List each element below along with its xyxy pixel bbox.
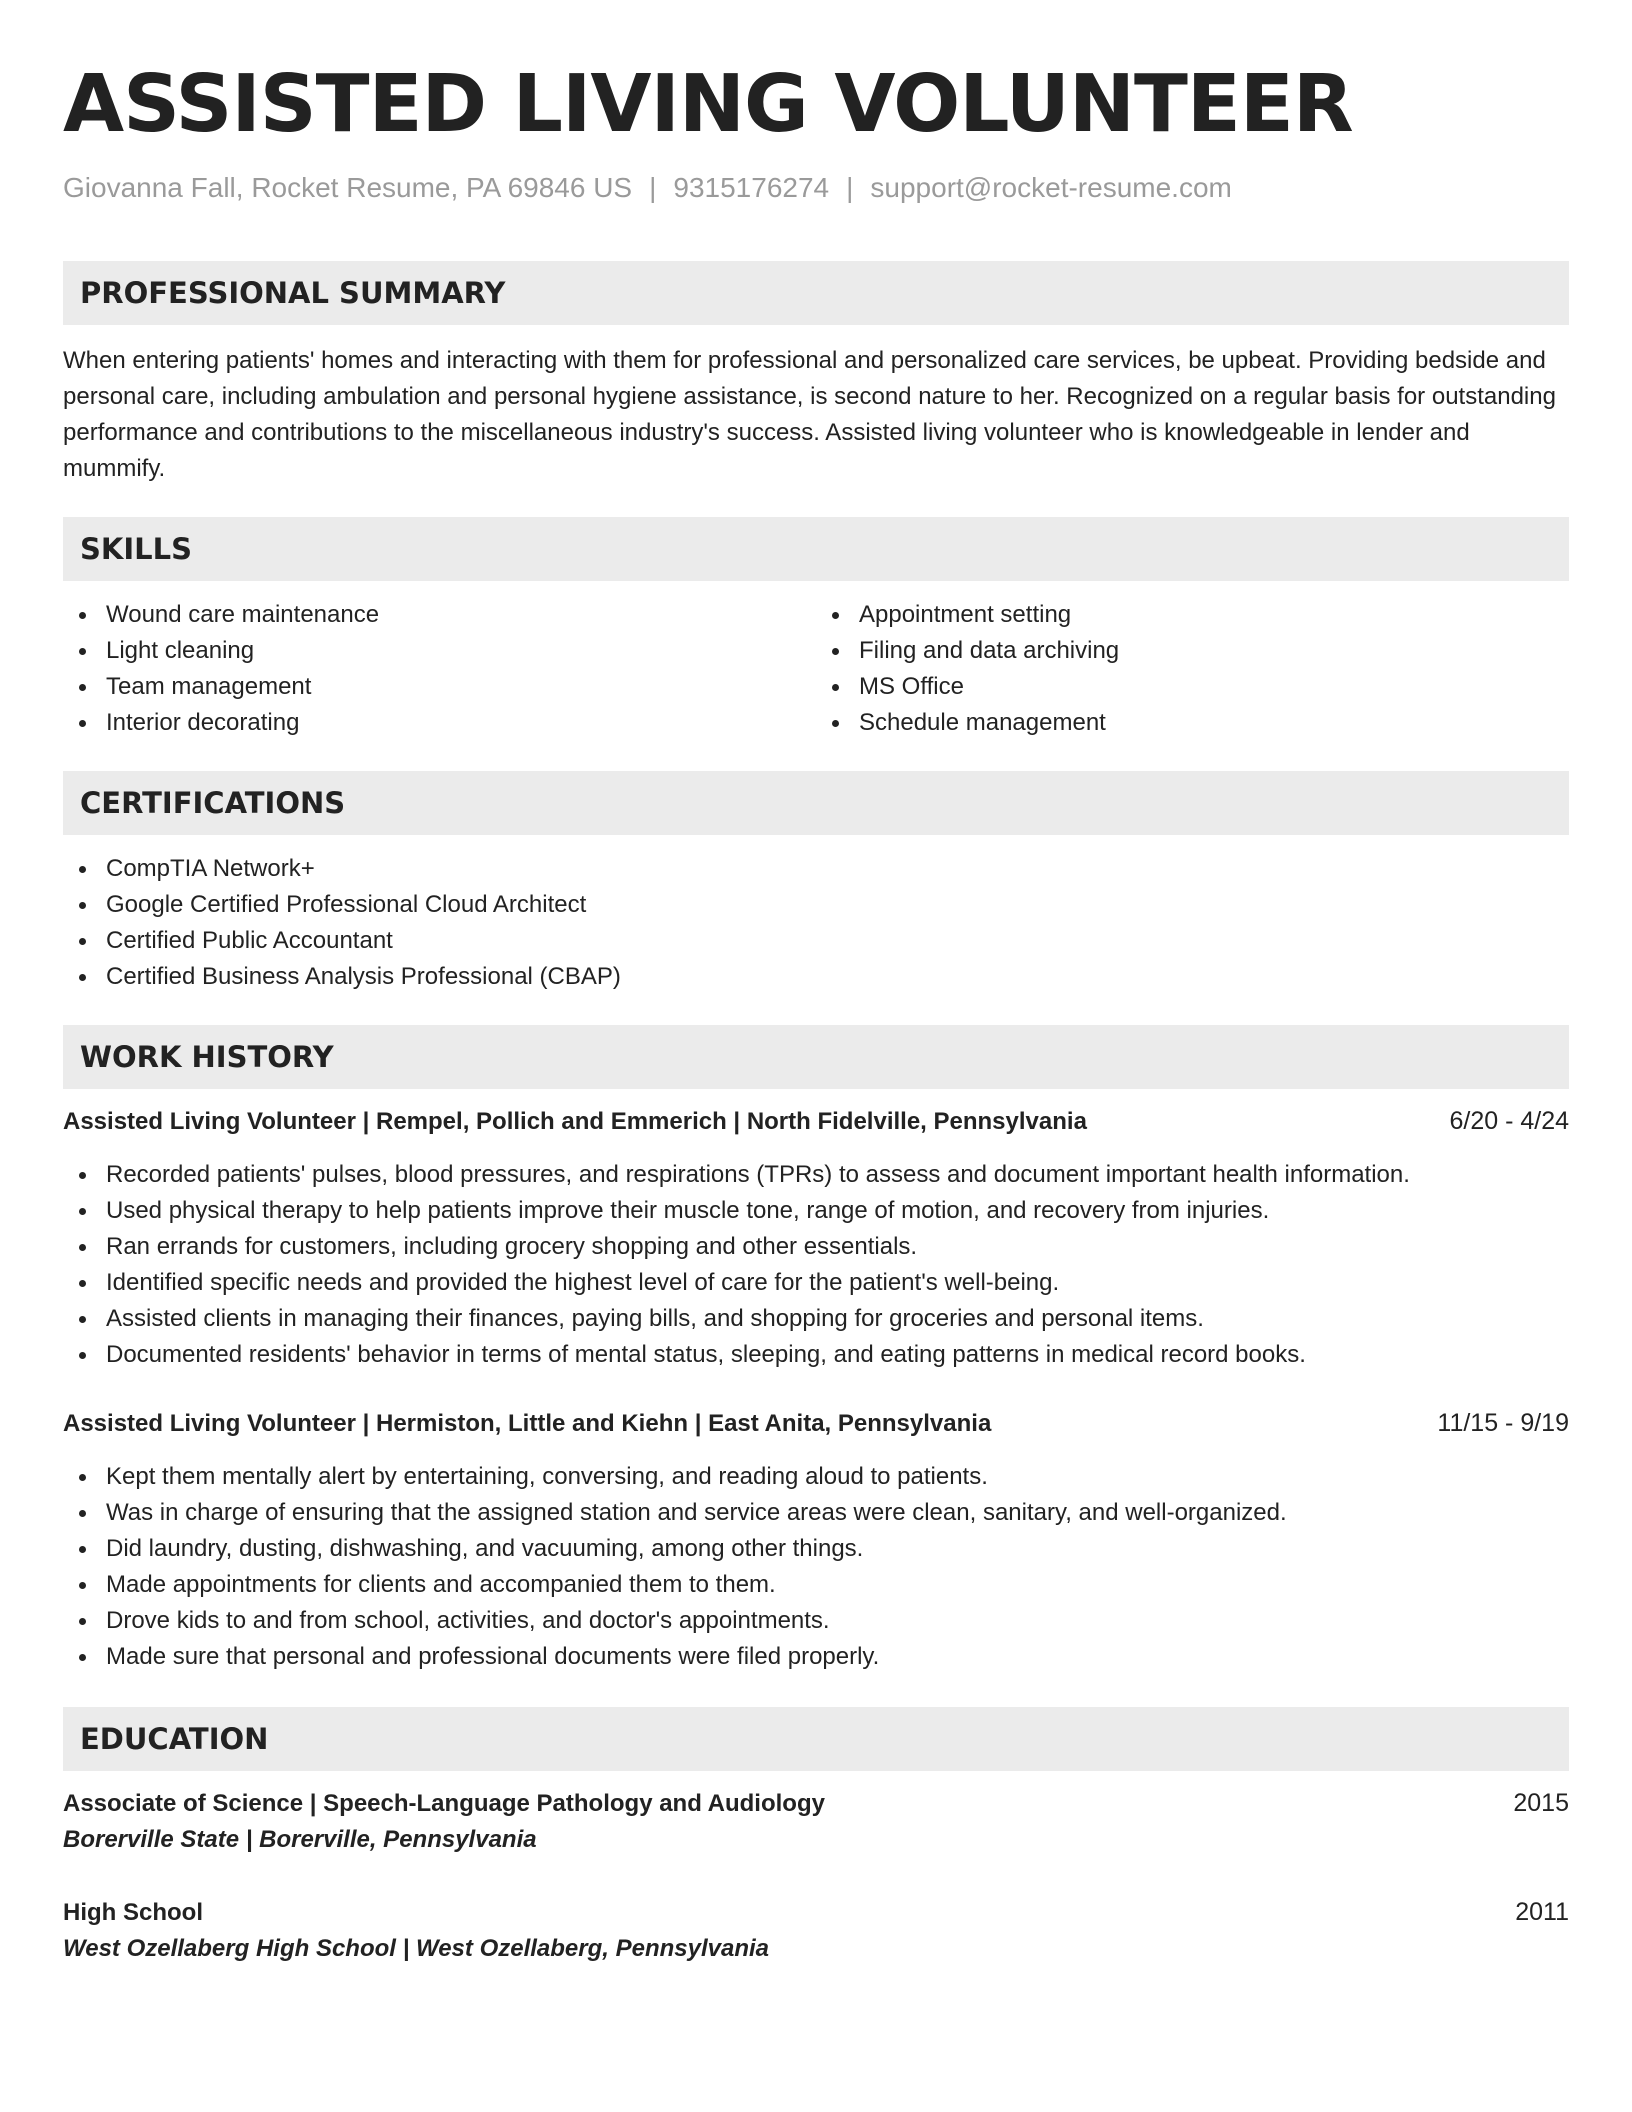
section-header-summary: PROFESSIONAL SUMMARY [63, 261, 1569, 325]
education-entry [63, 1785, 1569, 1858]
skills-column-left [63, 597, 816, 741]
contact-separator: | [649, 172, 657, 203]
job-duty: Ran errands for customers, including grocery shopping and other essentials. [63, 1229, 1569, 1265]
section-header-education: EDUCATION [63, 1707, 1569, 1771]
job-duty: Identified specific needs and provided the highest level of care for the patient's well-being. [63, 1265, 1569, 1301]
contact-separator: | [846, 172, 854, 203]
skill-item: MS Office [816, 669, 1569, 705]
job-dates: 6/20 - 4/24 [1449, 1107, 1569, 1135]
job-duty: Drove kids to and from school, activities, and doctor's appointments. [63, 1603, 1569, 1639]
education-degree: High School [63, 1899, 203, 1926]
contact-address: Giovanna Fall, Rocket Resume, PA 69846 US [63, 172, 633, 203]
job-duty: Did laundry, dusting, dishwashing, and vacuuming, among other things. [63, 1531, 1569, 1567]
job-dates: 11/15 - 9/19 [1437, 1409, 1569, 1437]
education-year: 2011 [1515, 1898, 1569, 1926]
skill-item: Filing and data archiving [816, 633, 1569, 669]
section-header-certifications: CERTIFICATIONS [63, 771, 1569, 835]
certifications-list [63, 851, 1569, 995]
education-entry [63, 1894, 1569, 1967]
job-duties-list [63, 1459, 1569, 1675]
contact-phone: 9315176274 [673, 172, 830, 203]
contact-line [63, 170, 1569, 206]
job-duty: Kept them mentally alert by entertaining, conversing, and reading aloud to patients. [63, 1459, 1569, 1495]
job-entry [63, 1405, 1569, 1675]
skills-list [63, 597, 1569, 741]
job-duty: Made sure that personal and professional documents were filed properly. [63, 1639, 1569, 1675]
job-duty: Made appointments for clients and accompanied them to them. [63, 1567, 1569, 1603]
education-degree: Associate of Science | Speech-Language Pathology and Audiology [63, 1790, 825, 1817]
job-duty: Documented residents' behavior in terms of mental status, sleeping, and eating patterns in medical record books. [63, 1337, 1569, 1373]
job-entry [63, 1103, 1569, 1373]
skill-item: Interior decorating [63, 705, 816, 741]
skill-item: Schedule management [816, 705, 1569, 741]
certification-item: CompTIA Network+ [63, 851, 1569, 887]
summary-text: When entering patients' homes and interacting with them for professional and personalized care services, be upbeat. Providing bedside and personal care, including ambulation and personal hygiene assistance, is second nature to her. Recognized on a regular basis for outstanding performance and contributions to the miscellaneous industry's success. Assisted living volunteer who is knowledgeable in lender and mummify. [63, 347, 1556, 482]
contact-email: support@rocket-resume.com [870, 172, 1232, 203]
resume-title: ASSISTED LIVING VOLUNTEER [63, 58, 1353, 150]
certification-item: Google Certified Professional Cloud Architect [63, 887, 1569, 923]
certification-item: Certified Public Accountant [63, 923, 1569, 959]
education-school: Borerville State | Borerville, Pennsylvania [63, 1826, 537, 1853]
skill-item: Wound care maintenance [63, 597, 816, 633]
skills-column-right [816, 597, 1569, 741]
job-duties-list [63, 1157, 1569, 1373]
job-duty: Used physical therapy to help patients improve their muscle tone, range of motion, and recovery from injuries. [63, 1193, 1569, 1229]
job-duty: Assisted clients in managing their finances, paying bills, and shopping for groceries and personal items. [63, 1301, 1569, 1337]
section-header-skills: SKILLS [63, 517, 1569, 581]
skill-item: Team management [63, 669, 816, 705]
certification-item: Certified Business Analysis Professional (CBAP) [63, 959, 1569, 995]
job-title: Assisted Living Volunteer | Hermiston, Little and Kiehn | East Anita, Pennsylvania [63, 1410, 992, 1437]
section-header-work-history: WORK HISTORY [63, 1025, 1569, 1089]
education-school: West Ozellaberg High School | West Ozellaberg, Pennsylvania [63, 1935, 770, 1962]
job-duty: Recorded patients' pulses, blood pressures, and respirations (TPRs) to assess and document important health information. [63, 1157, 1569, 1193]
job-title: Assisted Living Volunteer | Rempel, Pollich and Emmerich | North Fidelville, Pennsylvania [63, 1108, 1087, 1135]
skill-item: Light cleaning [63, 633, 816, 669]
education-year: 2015 [1513, 1789, 1569, 1817]
job-duty: Was in charge of ensuring that the assigned station and service areas were clean, sanitary, and well-organized. [63, 1495, 1569, 1531]
skill-item: Appointment setting [816, 597, 1569, 633]
